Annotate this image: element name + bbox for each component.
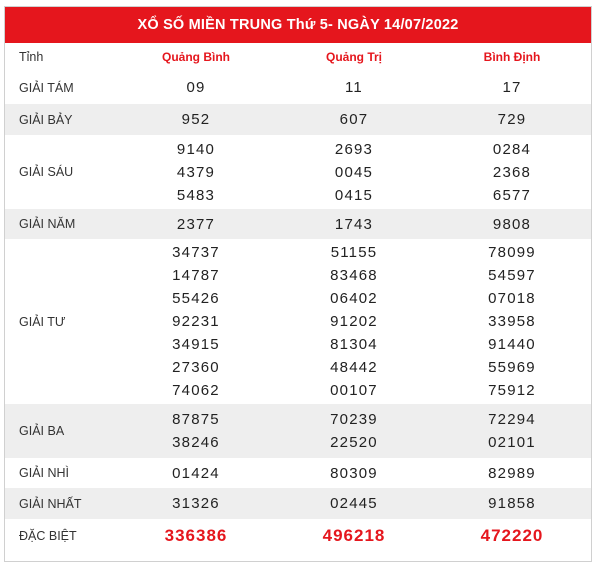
province-quang-binh[interactable]: Quảng Bình [162,50,230,64]
prize-label: GIẢI BA [5,404,117,458]
prize-number: 55426 [172,290,220,307]
prize-number: 02101 [488,434,536,451]
prize-number: 9140 [176,140,216,158]
prize-label: GIẢI BẢY [5,104,117,135]
special-prize-number: 496218 [322,526,386,545]
prize-cell [275,404,433,458]
prize-number: 952 [181,111,211,128]
prize-cell [275,104,433,135]
prize-cell [275,71,433,104]
prize-number: 02445 [330,495,378,512]
prize-cell [433,209,591,239]
prize-cell [433,458,591,488]
prize-number: 74062 [172,382,220,399]
prize-number: 72294 [488,411,536,428]
prize-label: GIẢI SÁU [19,165,74,179]
prize-number: 01424 [172,464,220,482]
prize-number: 78099 [488,244,536,261]
prize-number: 22520 [330,434,378,451]
province-binh-dinh[interactable]: Bình Định [483,50,541,64]
prize-cell [117,239,275,404]
prize-number: 31326 [172,495,220,512]
prize-row [5,71,591,104]
prize-number: 0045 [334,163,374,181]
prize-row [5,519,591,553]
prize-number: 38246 [172,434,220,451]
prize-number: 607 [339,111,369,128]
prize-row [5,404,591,458]
prize-number: 09 [186,79,206,96]
prize-number: 83468 [330,267,378,284]
prize-cell [433,71,591,104]
prize-number: 1743 [334,215,374,233]
prize-row [5,239,591,404]
prize-number: 17 [502,79,522,96]
prize-cell [117,404,275,458]
prize-cell [433,404,591,458]
special-prize-number: 472220 [480,526,544,545]
prize-number: 5483 [176,186,216,204]
prize-number: 91858 [488,495,536,512]
prize-cell [433,488,591,519]
prize-number: 07018 [488,290,536,307]
prize-row [5,488,591,519]
prize-number: 34737 [172,244,220,261]
prize-label: GIẢI NHÌ [19,466,70,480]
prize-label: GIẢI TƯ [19,314,66,329]
prize-cell [275,458,433,488]
prize-number: 82989 [488,464,536,482]
prize-number: 48442 [330,359,378,376]
prize-number: 0284 [492,140,532,158]
prize-number: 75912 [488,382,536,399]
special-prize-number: 336386 [164,526,228,545]
prize-number: 14787 [172,267,220,284]
prize-number: 91202 [330,313,378,330]
prize-cell [275,135,433,209]
prize-cell [275,239,433,404]
prize-cell [433,519,591,553]
prize-number: 80309 [330,464,378,482]
prize-cell [117,71,275,104]
prize-row [5,458,591,488]
prize-cell [117,209,275,239]
prize-number: 54597 [488,267,536,284]
prize-cell [275,519,433,553]
prize-row [5,209,591,239]
prize-cell [117,488,275,519]
prize-number: 0415 [334,186,374,204]
prize-cell [117,458,275,488]
province-header-row [5,43,591,71]
prize-cell [275,209,433,239]
prize-number: 06402 [330,290,378,307]
province-quang-tri[interactable]: Quảng Trị [325,50,382,64]
prize-number: 70239 [330,411,378,428]
prize-number: 2693 [334,140,374,158]
prize-label: GIẢI TÁM [19,80,74,95]
prize-cell [433,239,591,404]
prize-number: 81304 [330,336,378,353]
prize-number: 33958 [488,313,536,330]
prize-number: 34915 [172,336,220,353]
prize-number: 00107 [330,382,378,399]
prize-number: 55969 [488,359,536,376]
prize-number: 51155 [330,244,378,261]
prize-label: GIẢI NĂM [5,209,117,239]
prize-row [5,135,591,209]
prize-row [5,104,591,135]
prize-cell [117,135,275,209]
province-column-label: Tỉnh [19,50,44,64]
prize-number: 6577 [492,186,532,204]
results-title: XỔ SỐ MIỀN TRUNG Thứ 5- NGÀY 14/07/2022 [5,7,591,43]
prize-number: 2368 [492,163,532,181]
lottery-results-card [4,6,592,562]
prize-number: 91440 [488,336,536,353]
prize-number: 27360 [172,359,220,376]
prize-cell [433,104,591,135]
prize-cell [117,104,275,135]
prize-number: 87875 [172,411,220,428]
prize-cell [433,135,591,209]
prize-number: 92231 [172,313,220,330]
results-table [5,43,591,553]
prize-label: ĐẶC BIỆT [19,529,77,543]
prize-label: GIẢI NHẤT [5,488,117,519]
prize-number: 2377 [176,215,216,233]
prize-cell [117,519,275,553]
prize-number: 9808 [492,215,532,233]
prize-number: 11 [345,79,363,96]
prize-cell [275,488,433,519]
prize-number: 729 [497,111,527,128]
prize-number: 4379 [176,163,216,181]
